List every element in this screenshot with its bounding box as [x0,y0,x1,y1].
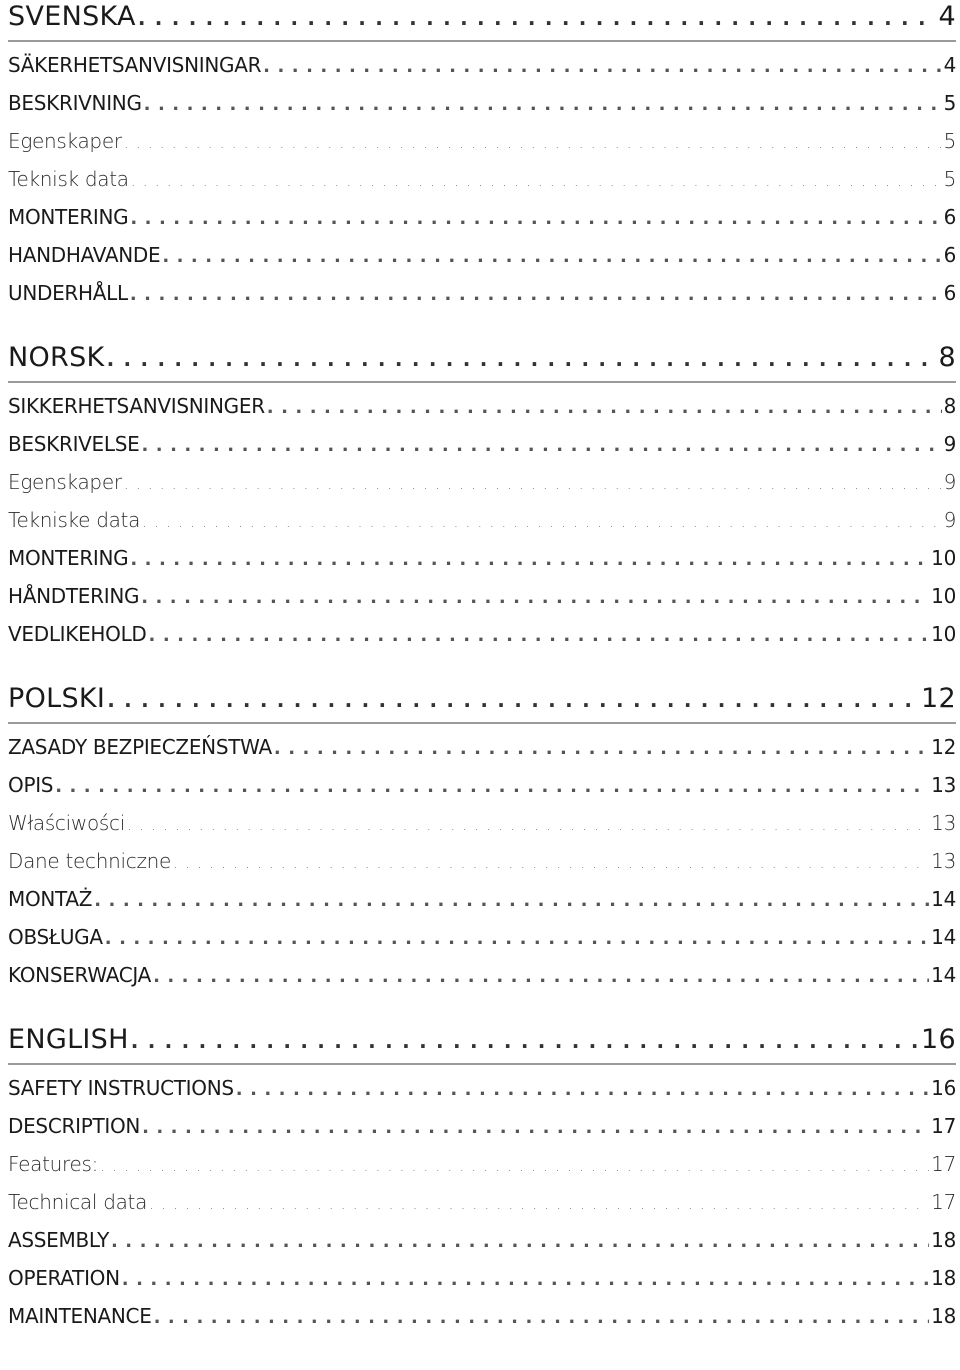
dot-leader [94,882,929,918]
entry-label: MONTERING [8,546,129,570]
toc-section-norsk [8,341,956,653]
page-number: 18 [931,1266,956,1290]
toc-entry[interactable] [8,387,956,425]
toc-entry[interactable] [8,766,956,804]
toc-entry[interactable] [8,615,956,653]
page-number: 17 [931,1152,956,1176]
page-number: 13 [931,811,956,835]
page-number: 5 [943,91,956,115]
toc-entry[interactable] [8,160,956,198]
page-number: 16 [931,1076,956,1100]
dot-leader [141,427,941,463]
section-title: SVENSKA [8,1,136,32]
section-title: NORSK [8,342,105,373]
entry-label: Technical data [8,1190,148,1214]
dot-leader [111,1223,929,1259]
entry-label: HÅNDTERING [8,584,140,608]
page-number: 16 [921,1024,956,1055]
toc-entry[interactable] [8,274,956,312]
entry-label: OBSŁUGA [8,925,103,949]
dot-leader [130,541,929,577]
page-number: 12 [921,683,956,714]
toc-section-polski [8,682,956,994]
page-number: 6 [943,281,956,305]
dot-leader [131,1024,919,1058]
page-number: 9 [943,432,956,456]
page-number: 5 [943,167,956,191]
section-title: POLSKI [8,683,106,714]
page-number: 13 [931,849,956,873]
dot-leader [138,1,937,35]
entry-label: Tekniske data [8,508,141,532]
dot-leader [141,579,929,615]
entry-label: MONTAŻ [8,887,93,911]
toc-entry[interactable] [8,501,956,539]
toc-entry[interactable] [8,1259,956,1297]
toc-entry[interactable] [8,1069,956,1107]
dot-leader [130,200,941,236]
dot-leader [263,48,941,84]
dot-leader [153,958,929,994]
dot-leader [100,1147,929,1183]
dot-leader [107,342,937,376]
section-heading[interactable] [8,341,956,383]
entry-label: UNDERHÅLL [8,281,128,305]
entry-label: HANDHAVANDE [8,243,161,267]
page-number: 10 [931,546,956,570]
toc-entry[interactable] [8,956,956,994]
page-number: 4 [938,1,956,32]
toc-entry[interactable] [8,1145,956,1183]
page-number: 18 [931,1304,956,1328]
dot-leader [107,683,919,717]
dot-leader [173,844,929,880]
toc-entry[interactable] [8,918,956,956]
page-number: 17 [931,1114,956,1138]
toc-entry[interactable] [8,122,956,160]
entry-label: OPERATION [8,1266,120,1290]
entry-label: MAINTENANCE [8,1304,152,1328]
entry-label: Egenskaper [8,470,122,494]
entry-label: VEDLIKEHOLD [8,622,147,646]
page-number: 6 [943,205,956,229]
toc-entry[interactable] [8,539,956,577]
entry-label: KONSERWACJA [8,963,152,987]
toc-entry[interactable] [8,577,956,615]
section-heading[interactable] [8,0,956,42]
dot-leader [122,1261,929,1297]
dot-leader [130,276,942,312]
entry-label: SAFETY INSTRUCTIONS [8,1076,234,1100]
entry-label: SÄKERHETSANVISNINGAR [8,53,262,77]
page-number: 12 [931,735,956,759]
entry-label: DESCRIPTION [8,1114,141,1138]
dot-leader [124,124,942,160]
entry-label: Egenskaper [8,129,122,153]
entry-label: ASSEMBLY [8,1228,109,1252]
page-number: 9 [943,470,956,494]
dot-leader [142,503,942,539]
toc-section-svenska [8,0,956,312]
toc-entry[interactable] [8,728,956,766]
toc-entry[interactable] [8,804,956,842]
toc-entry[interactable] [8,84,956,122]
page-number: 14 [931,887,956,911]
toc-entry[interactable] [8,842,956,880]
page-number: 14 [931,963,956,987]
page-number: 10 [931,584,956,608]
entry-label: Właściwości [8,811,125,835]
section-title: ENGLISH [8,1024,129,1055]
page-number: 6 [943,243,956,267]
entry-label: ZASADY BEZPIECZEŃSTWA [8,735,272,759]
entry-label: Dane techniczne [8,849,172,873]
dot-leader [267,389,942,425]
dot-leader [149,617,930,653]
dot-leader [131,162,942,198]
toc-entry[interactable] [8,46,956,84]
toc-section-english [8,1023,956,1335]
page-number: 18 [931,1228,956,1252]
toc-entry[interactable] [8,1221,956,1259]
dot-leader [127,806,929,842]
page-number: 10 [931,622,956,646]
toc-entry[interactable] [8,1297,956,1335]
dot-leader [105,920,929,956]
page-number: 17 [931,1190,956,1214]
toc-entry[interactable] [8,236,956,274]
page-number: 13 [931,773,956,797]
page-number: 4 [943,53,956,77]
toc-entry[interactable] [8,880,956,918]
dot-leader [55,768,929,804]
dot-leader [144,86,942,122]
toc-entry[interactable] [8,1183,956,1221]
entry-label: Features: [8,1152,99,1176]
page-number: 5 [943,129,956,153]
entry-label: BESKRIVELSE [8,432,140,456]
entry-label: MONTERING [8,205,129,229]
dot-leader [274,730,929,766]
dot-leader [142,1109,929,1145]
entry-label: Teknisk data [8,167,129,191]
dot-leader [154,1299,930,1335]
page-number: 8 [943,394,956,418]
section-heading[interactable] [8,1023,956,1065]
toc-entry[interactable] [8,1107,956,1145]
entry-label: OPIS [8,773,54,797]
toc-entry[interactable] [8,463,956,501]
dot-leader [162,238,941,274]
section-heading[interactable] [8,682,956,724]
dot-leader [124,465,942,501]
toc-entry[interactable] [8,198,956,236]
dot-leader [149,1185,929,1221]
entry-label: BESKRIVNING [8,91,142,115]
toc-entry[interactable] [8,425,956,463]
entry-label: SIKKERHETSANVISNINGER [8,394,265,418]
page-number: 14 [931,925,956,949]
page-number: 8 [938,342,956,373]
dot-leader [236,1071,929,1107]
page-number: 9 [943,508,956,532]
table-of-contents [8,0,956,1335]
